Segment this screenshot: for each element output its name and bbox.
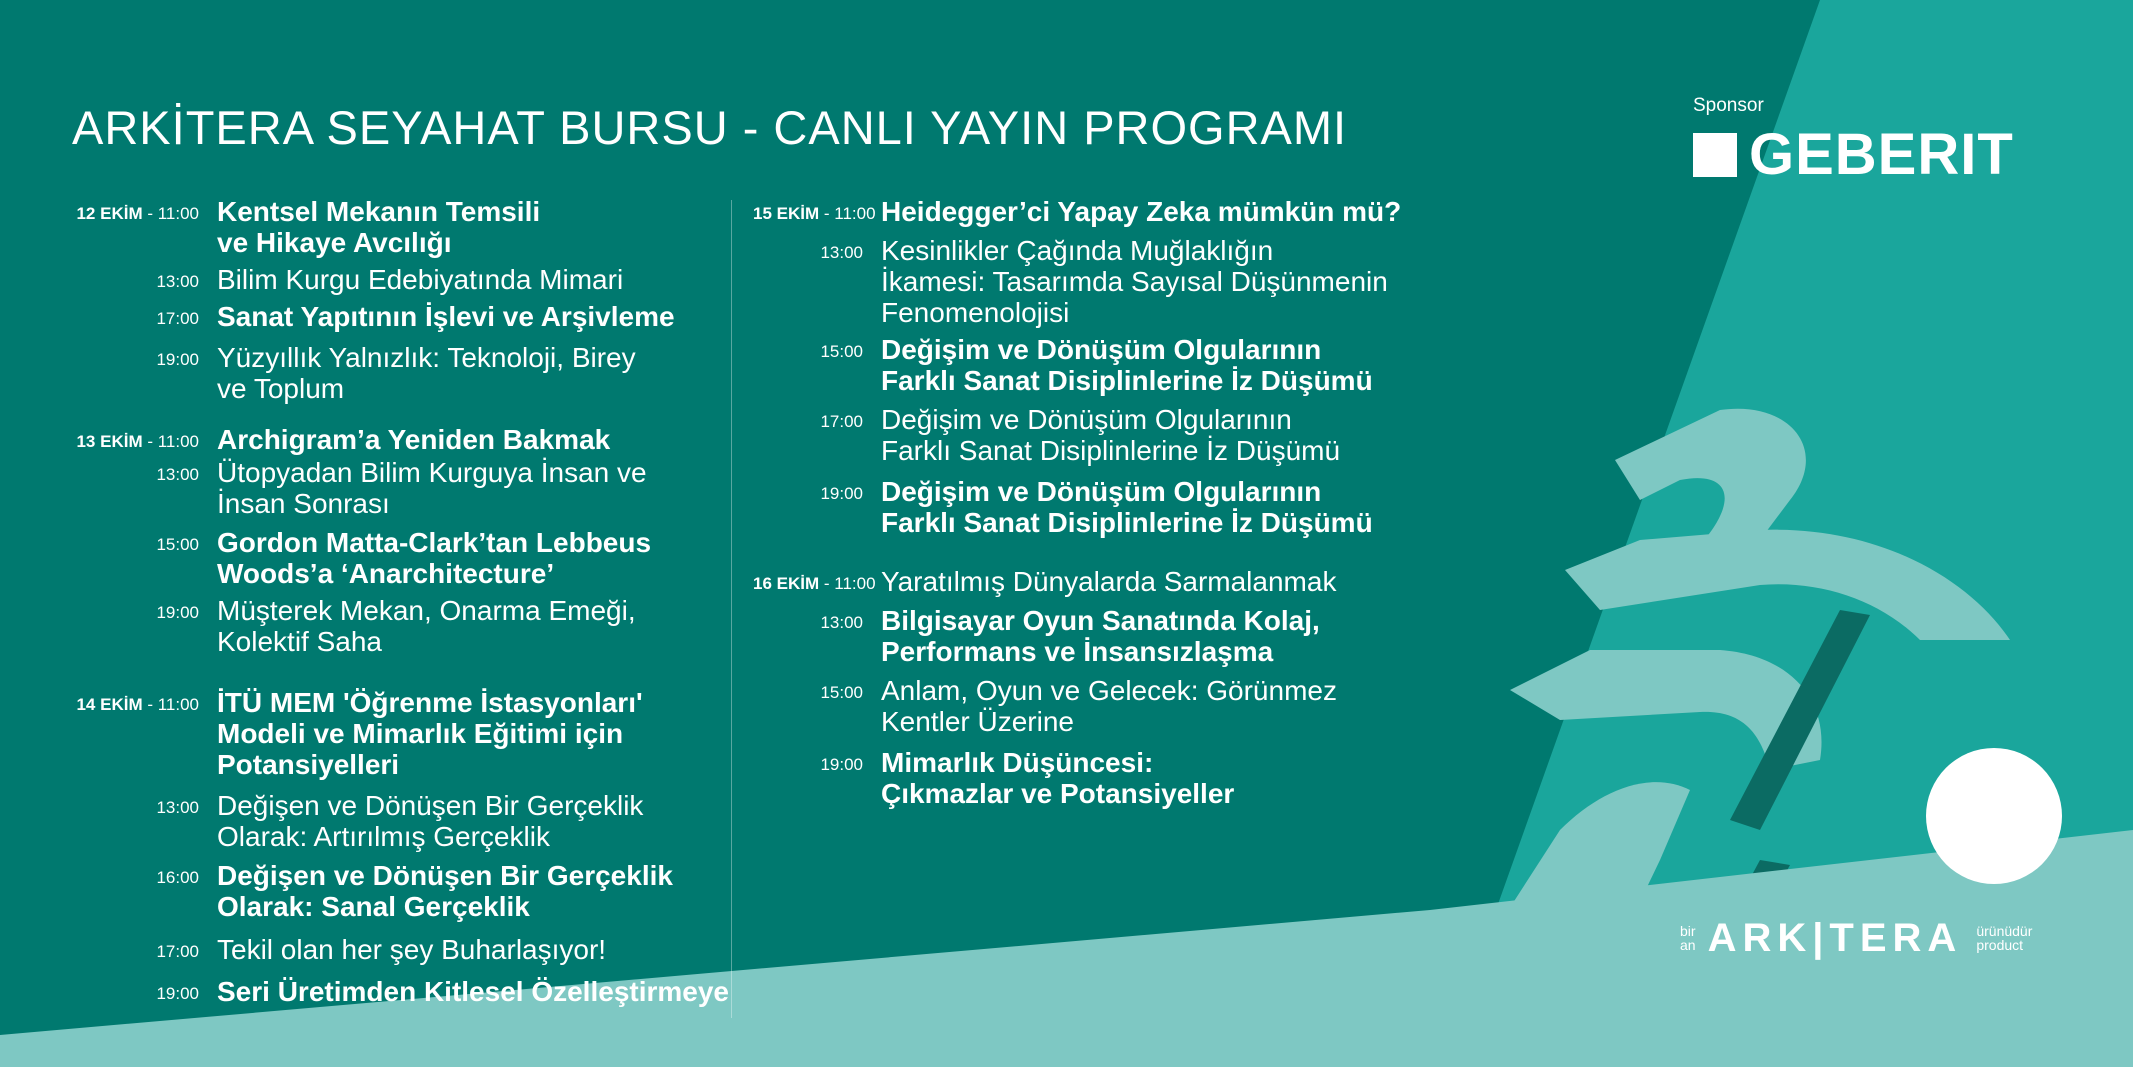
slot-hour: 11:00 [157,432,199,451]
slot-hour: 11:00 [157,204,199,223]
slot-hour: 19:00 [820,755,863,774]
slot-title: Yaratılmış Dünyalarda Sarmalanmak [881,566,1337,597]
slot-title: Değişim ve Dönüşüm Olgularının Farklı Sanat Disiplinlerine İz Düşümü [881,476,1373,538]
schedule-slot [72,595,732,657]
slot-title: Mimarlık Düşüncesi: Çıkmazlar ve Potansiyeller [881,747,1235,809]
schedule-slot [753,404,1453,466]
schedule-slot [753,476,1453,538]
slot-title: Heidegger’ci Yapay Zeka mümkün mü? [881,196,1402,227]
slot-date: 13 EKİM [76,432,143,451]
slot-title: Kentsel Mekanın Temsili ve Hikaye Avcılığı [217,196,541,258]
slot-time [753,605,881,633]
schedule-slot [753,566,1453,597]
slot-hour: 15:00 [820,683,863,702]
slot-title: Değişen ve Dönüşen Bir Gerçeklik Olarak: Artırılmış Gerçeklik [217,790,644,852]
slot-time [72,976,217,1004]
slot-hour: 13:00 [820,613,863,632]
slot-title: İTÜ MEM 'Öğrenme İstasyonları' Modeli ve Mimarlık Eğitimi için Potansiyelleri [217,687,643,780]
slot-hour: 13:00 [156,272,199,291]
slot-title: Seri Üretimden Kitlesel Özelleştirmeye [217,976,729,1007]
schedule-slot [753,196,1453,227]
slot-time [753,566,881,594]
schedule-slot [72,934,732,965]
slot-title: Anlam, Oyun ve Gelecek: Görünmez Kentler Üzerine [881,675,1337,737]
schedule-slot [72,687,732,780]
slot-time [72,527,217,555]
slot-hour: 13:00 [820,243,863,262]
brand-footer [1680,918,2032,958]
slot-time [72,790,217,818]
slot-title: Değişim ve Dönüşüm Olgularının Farklı Sanat Disiplinlerine İz Düşümü [881,334,1373,396]
schedule-slot [753,747,1453,809]
slot-hour: 11:00 [834,204,876,223]
slot-time [72,424,217,452]
slot-title: Tekil olan her şey Buharlaşıyor! [217,934,607,965]
schedule-left-column [72,196,732,1007]
schedule-slot [753,334,1453,396]
slot-hour: 11:00 [834,574,876,593]
schedule-slot [72,264,732,295]
brand-logo: ARK|TERA [1707,916,1963,960]
slot-time [72,196,217,224]
slot-time [72,457,217,485]
slot-title: Değişim ve Dönüşüm Olgularının Farklı Sanat Disiplinlerine İz Düşümü [881,404,1341,466]
slot-time [753,235,881,263]
slot-hour: 19:00 [156,984,199,1003]
slot-title: Gordon Matta-Clark’tan Lebbeus Woods’a ‘Anarchitecture’ [217,527,652,589]
slot-time [753,196,881,224]
slot-date: 16 EKİM [753,574,820,593]
slot-hour: 19:00 [156,350,199,369]
date-separator: - [819,204,835,223]
schedule-slot [753,675,1453,737]
schedule-slot [72,196,732,258]
schedule-slot [72,457,732,519]
slot-time [753,476,881,504]
slot-hour: 15:00 [820,342,863,361]
schedule-slot [72,342,732,404]
schedule-slot [753,235,1453,328]
date-separator: - [819,574,835,593]
slot-hour: 19:00 [820,484,863,503]
schedule-slot [72,860,732,922]
slot-title: Değişen ve Dönüşen Bir Gerçeklik Olarak: Sanal Gerçeklik [217,860,673,922]
sponsor-label: Sponsor [1693,95,1764,116]
brand-suffix: ürünüdür product [1976,923,2033,953]
schedule-right-column [753,196,1453,809]
schedule-slot [72,790,732,852]
slot-time [753,404,881,432]
slot-hour: 17:00 [820,412,863,431]
slot-title: Ütopyadan Bilim Kurguya İnsan ve İnsan Sonrası [217,457,647,519]
slot-title: Archigram’a Yeniden Bakmak [217,424,611,455]
slot-time [72,860,217,888]
schedule-slot [72,424,732,455]
sponsor-logo [1693,122,2014,187]
slot-title: Sanat Yapıtının İşlevi ve Arşivleme [217,301,675,332]
schedule-slot [72,527,732,589]
slot-hour: 17:00 [156,309,199,328]
slot-title: Yüzyıllık Yalnızlık: Teknoloji, Birey ve Toplum [217,342,636,404]
slot-title: Müşterek Mekan, Onarma Emeği, Kolektif Saha [217,595,636,657]
schedule-slot [753,605,1453,667]
date-separator: - [142,204,158,223]
slot-title: Kesinlikler Çağında Muğlaklığın İkamesi: Tasarımda Sayısal Düşünmenin Fenomenolojisi [881,235,1388,328]
brand-prefix: bir an [1680,923,1696,953]
slot-hour: 13:00 [156,465,199,484]
slot-date: 15 EKİM [753,204,820,223]
decorative-circle [1926,748,2062,884]
slot-hour: 19:00 [156,603,199,622]
slot-time [753,747,881,775]
page-title: ARKİTERA SEYAHAT BURSU - CANLI YAYIN PROGRAMI [72,101,1348,154]
slot-time [753,334,881,362]
slot-hour: 15:00 [156,535,199,554]
sponsor-name: GEBERIT [1749,122,2014,187]
slot-date: 12 EKİM [76,204,143,223]
slot-time [72,342,217,370]
date-separator: - [142,695,158,714]
schedule-slot [72,976,732,1007]
slot-date: 14 EKİM [76,695,143,714]
slot-title: Bilgisayar Oyun Sanatında Kolaj, Performans ve İnsansızlaşma [881,605,1320,667]
slot-time [72,595,217,623]
slot-time [753,675,881,703]
schedule-slot [72,301,732,332]
slot-time [72,264,217,292]
slot-time [72,687,217,715]
slot-hour: 16:00 [156,868,199,887]
slot-time [72,301,217,329]
slot-hour: 17:00 [156,942,199,961]
slot-title: Bilim Kurgu Edebiyatında Mimari [217,264,624,295]
slot-hour: 13:00 [156,798,199,817]
date-separator: - [142,432,158,451]
sponsor-logo-square [1693,133,1737,177]
column-divider [731,200,732,1018]
slot-time [72,934,217,962]
slot-hour: 11:00 [157,695,199,714]
